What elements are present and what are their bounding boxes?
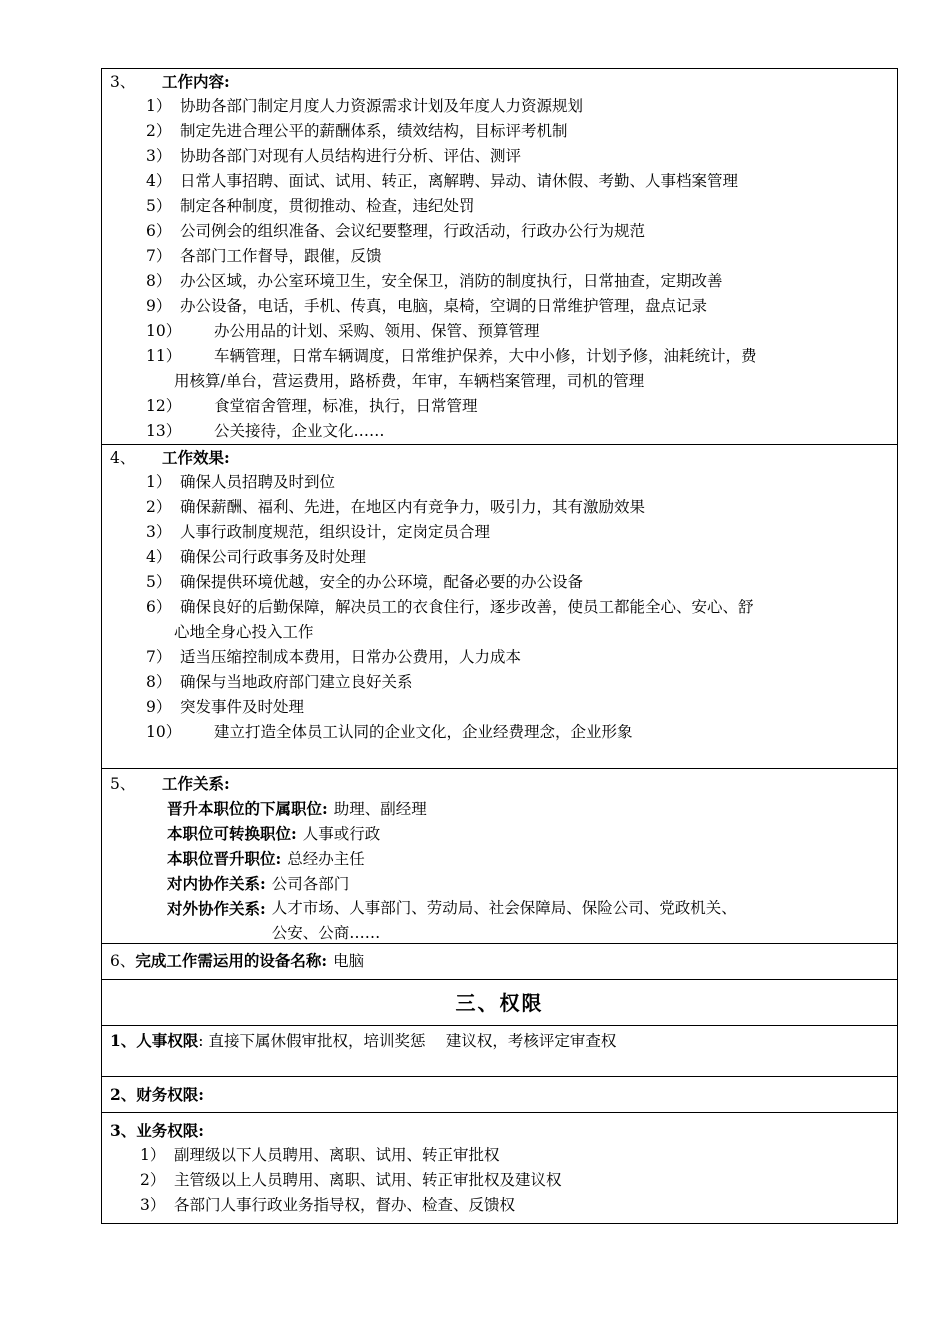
section-heading bbox=[102, 771, 897, 796]
list-item-continuation: 用核算/单台，营运费用，路桥费，年审，车辆档案管理，司机的管理 bbox=[174, 372, 645, 390]
section-heading bbox=[102, 69, 897, 94]
equipment-section: 6、完成工作需运用的设备名称: 电脑 bbox=[102, 944, 897, 980]
list-item: 1） 协助各部门制定月度人力资源需求计划及年度人力资源规划 bbox=[146, 97, 584, 115]
list-item: 9） 突发事件及时处理 bbox=[146, 698, 305, 716]
list-item: 8） 办公区域，办公室环境卫生，安全保卫，消防的制度执行，日常抽查，定期改善 bbox=[146, 272, 723, 290]
list-item: 4） 日常人事招聘、面试、试用、转正，离解聘、异动、请休假、考勤、人事档案管理 bbox=[146, 172, 739, 190]
list-item: 9） 办公设备，电话，手机、传真，电脑，桌椅，空调的日常维护管理，盘点记录 bbox=[146, 297, 708, 315]
list-item: 5） 制定各种制度，贯彻推动、检查，违纪处罚 bbox=[146, 197, 475, 215]
list-item: 13） 公关接待，企业文化…… bbox=[146, 422, 385, 440]
list-item: 10） 建立打造全体员工认同的企业文化，企业经费理念，企业形象 bbox=[146, 723, 633, 741]
section-heading bbox=[102, 445, 897, 470]
personnel-authority-section: 1、人事权限: 直接下属休假审批权，培训奖惩 建议权，考核评定审查权 bbox=[102, 1026, 897, 1077]
list-item: 6） 确保良好的后勤保障，解决员工的衣食住行，逐步改善，使员工都能全心、安心、舒 bbox=[146, 598, 754, 616]
list-item-continuation: 心地全身心投入工作 bbox=[174, 623, 314, 641]
list-item: 5） 确保提供环境优越，安全的办公环境，配备必要的办公设备 bbox=[146, 573, 584, 591]
list-item: 6） 公司例会的组织准备、会议纪要整理，行政活动，行政办公行为规范 bbox=[146, 222, 646, 240]
work-content-section bbox=[102, 69, 897, 445]
work-effect-section bbox=[102, 445, 897, 769]
section-title: 工作关系: bbox=[162, 774, 230, 793]
list-item: 1） 确保人员招聘及时到位 bbox=[146, 473, 336, 491]
list-item: 3） 各部门人事行政业务指导权，督办、检查、反馈权 bbox=[140, 1196, 516, 1214]
list-item: 8） 确保与当地政府部门建立良好关系 bbox=[146, 673, 413, 691]
relation-row: 对内协作关系: 公司各部门 bbox=[167, 874, 350, 893]
relation-row: 本职位晋升职位: 总经办主任 bbox=[167, 849, 365, 868]
list-item: 3） 协助各部门对现有人员结构进行分析、评估、测评 bbox=[146, 147, 522, 165]
list-item: 2） 主管级以上人员聘用、离职、试用、转正审批权及建议权 bbox=[140, 1171, 562, 1189]
relation-row: 晋升本职位的下属职位: 助理、副经理 bbox=[167, 799, 427, 818]
list-item: 3） 人事行政制度规范，组织设计，定岗定员合理 bbox=[146, 523, 491, 541]
section-number: 4、 bbox=[110, 449, 136, 467]
list-item: 11） 车辆管理，日常车辆调度，日常维护保养，大中小修，计划予修，油耗统计，费 bbox=[146, 347, 757, 365]
work-relation-section bbox=[102, 769, 897, 944]
section-title: 工作内容: bbox=[162, 72, 230, 91]
section-number: 3、 bbox=[110, 73, 136, 91]
section-number: 5、 bbox=[110, 775, 136, 793]
list-item: 7） 适当压缩控制成本费用，日常办公费用，人力成本 bbox=[146, 648, 522, 666]
business-authority-section: 3、业务权限: 1） 副理级以下人员聘用、离职、试用、转正审批权 2） 主管级以上人员聘用、离职、试用、转正审批权及建议权 3） 各部门人事行政业务指导权，督办、检查、反馈权 bbox=[102, 1113, 897, 1223]
list-item: 10） 办公用品的计划、采购、领用、保管、预算管理 bbox=[146, 322, 540, 340]
list-item: 12） 食堂宿舍管理，标准，执行，日常管理 bbox=[146, 397, 478, 415]
relation-row-external: 对外协作关系: 人才市场、人事部门、劳动局、社会保障局、保险公司、党政机关、 公安、公商…… bbox=[167, 899, 737, 942]
list-item: 1） 副理级以下人员聘用、离职、试用、转正审批权 bbox=[140, 1146, 500, 1164]
section-title: 工作效果: bbox=[162, 448, 230, 467]
job-description-table bbox=[101, 68, 898, 1224]
relation-row: 本职位可转换职位: 人事或行政 bbox=[167, 824, 381, 843]
authority-title: 三、权限 bbox=[102, 980, 897, 1026]
list-item: 2） 制定先进合理公平的薪酬体系，绩效结构，目标评考机制 bbox=[146, 122, 568, 140]
list-item: 2） 确保薪酬、福利、先进，在地区内有竞争力，吸引力，其有激励效果 bbox=[146, 498, 646, 516]
finance-authority-section: 2、财务权限: bbox=[102, 1077, 897, 1113]
list-item: 7） 各部门工作督导，跟催，反馈 bbox=[146, 247, 382, 265]
list-item: 4） 确保公司行政事务及时处理 bbox=[146, 548, 367, 566]
